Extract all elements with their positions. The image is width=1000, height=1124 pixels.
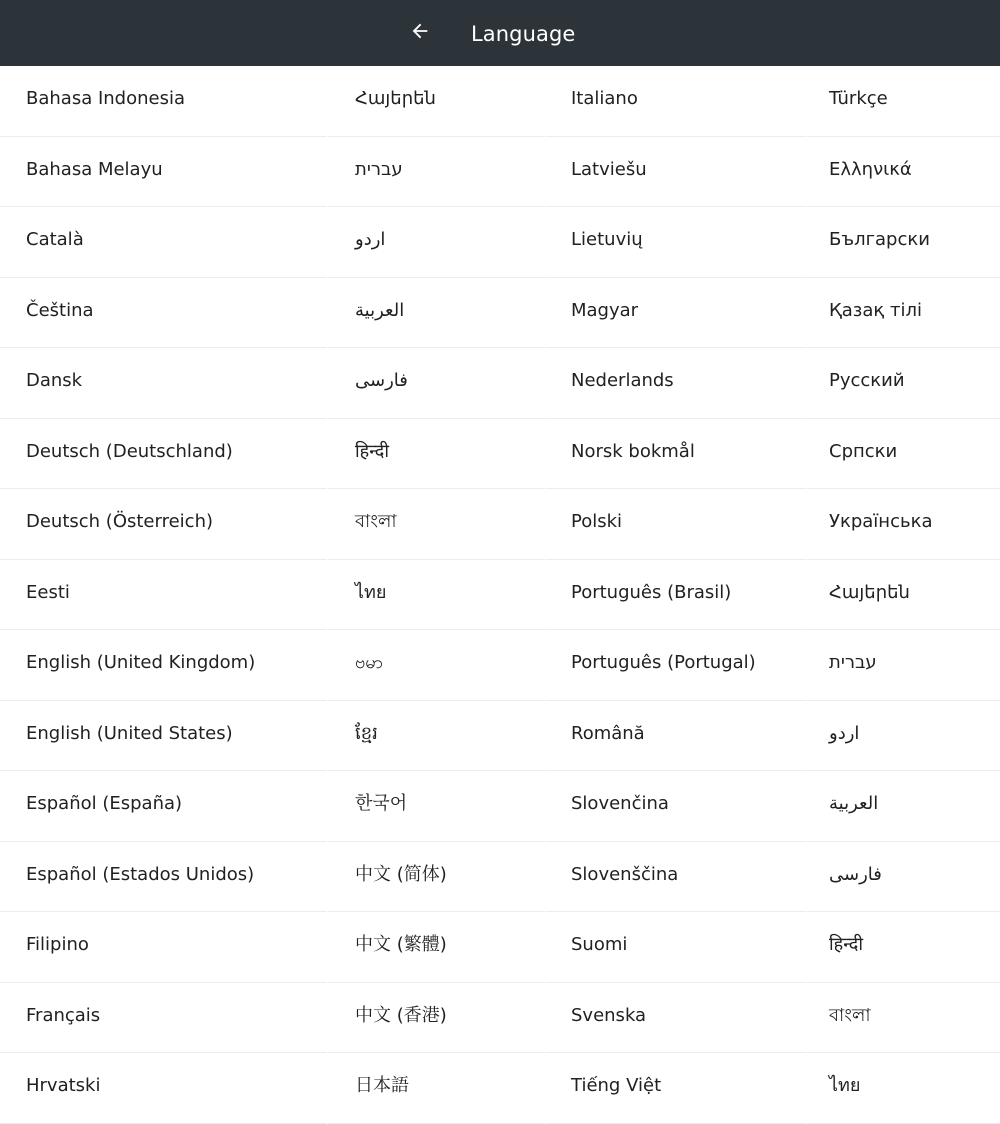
language-label: Norsk bokmål [571, 440, 695, 462]
language-option[interactable] [0, 1053, 327, 1124]
language-row [0, 701, 1000, 772]
back-button[interactable] [400, 13, 440, 53]
page-title: Language [471, 22, 576, 46]
language-option[interactable] [328, 137, 545, 208]
language-label: Eesti [26, 581, 70, 603]
language-label: Suomi [571, 934, 628, 955]
language-label: Português (Brasil) [571, 581, 732, 603]
language-label: Tiếng Việt [571, 1075, 662, 1096]
language-label: Հայերեն [355, 88, 436, 109]
language-grid [0, 66, 1000, 1124]
language-label: Português (Portugal) [571, 652, 756, 673]
language-option[interactable] [546, 137, 806, 208]
language-option[interactable] [328, 983, 545, 1054]
language-option[interactable] [546, 66, 806, 137]
language-label: हिन्दी [355, 440, 390, 462]
language-label: فارسی [355, 370, 408, 391]
language-option[interactable] [546, 842, 806, 913]
language-label: Slovenčina [571, 793, 669, 814]
language-label: বাংলা [355, 511, 397, 532]
language-label: 中文 (简体) [355, 863, 447, 885]
language-option[interactable] [807, 771, 1000, 842]
language-label: ខ្មែរ [355, 722, 378, 744]
language-option[interactable] [546, 348, 806, 419]
language-label: Română [571, 722, 645, 744]
language-label: ဗမာ [355, 652, 383, 673]
language-label: فارسی [829, 863, 882, 885]
language-label: ไทย [355, 581, 387, 603]
language-option[interactable] [328, 771, 545, 842]
arrow-left-icon [409, 20, 431, 46]
language-option[interactable] [807, 842, 1000, 913]
language-label: Lietuvių [571, 229, 643, 250]
language-option[interactable] [0, 348, 327, 419]
language-label: Français [26, 1004, 101, 1026]
language-option[interactable] [0, 489, 327, 560]
language-option[interactable] [328, 701, 545, 772]
language-option[interactable] [546, 489, 806, 560]
language-option[interactable] [328, 1053, 545, 1124]
language-option[interactable] [328, 560, 545, 631]
language-label: Bahasa Melayu [26, 158, 163, 180]
language-label: עברית [355, 158, 403, 180]
language-option[interactable] [807, 1053, 1000, 1124]
language-label: 中文 (香港) [355, 1004, 447, 1026]
language-option[interactable] [328, 630, 545, 701]
language-label: العربية [355, 299, 405, 321]
language-option[interactable] [0, 419, 327, 490]
language-label: Slovenščina [571, 863, 679, 885]
language-option[interactable] [807, 207, 1000, 278]
language-label: العربية [829, 793, 879, 814]
language-label: Italiano [571, 88, 638, 109]
language-label: Magyar [571, 299, 639, 321]
language-row [0, 207, 1000, 278]
language-option[interactable] [0, 771, 327, 842]
language-option[interactable] [546, 701, 806, 772]
language-label: Հայերեն [829, 581, 910, 603]
language-option[interactable] [328, 278, 545, 349]
language-label: Türkçe [829, 88, 888, 109]
language-label: English (United Kingdom) [26, 652, 256, 673]
language-option[interactable] [546, 278, 806, 349]
language-label: Svenska [571, 1004, 647, 1026]
language-option[interactable] [0, 842, 327, 913]
language-option[interactable] [807, 278, 1000, 349]
language-option[interactable] [328, 842, 545, 913]
language-label: Русский [829, 370, 905, 391]
language-label: Deutsch (Deutschland) [26, 440, 233, 462]
language-option[interactable] [328, 489, 545, 560]
language-label: Ελληνικά [829, 158, 912, 180]
language-option[interactable] [546, 771, 806, 842]
language-label: Latviešu [571, 158, 647, 180]
language-label: اردو [829, 722, 860, 744]
language-option[interactable] [546, 419, 806, 490]
language-label: Polski [571, 511, 623, 532]
language-option[interactable] [0, 560, 327, 631]
language-label: English (United States) [26, 722, 233, 744]
language-row [0, 630, 1000, 701]
language-row [0, 419, 1000, 490]
language-option[interactable] [0, 630, 327, 701]
language-option[interactable] [328, 348, 545, 419]
language-option[interactable] [328, 66, 545, 137]
language-option[interactable] [0, 701, 327, 772]
language-label: বাংলা [829, 1004, 871, 1026]
language-option[interactable] [546, 207, 806, 278]
language-option[interactable] [546, 560, 806, 631]
language-row [0, 1053, 1000, 1124]
language-label: हिन्दी [829, 934, 864, 955]
language-option[interactable] [807, 701, 1000, 772]
language-label: Bahasa Indonesia [26, 88, 185, 109]
language-label: 日本語 [355, 1075, 409, 1096]
language-option[interactable] [807, 419, 1000, 490]
language-row [0, 842, 1000, 913]
language-option[interactable] [0, 207, 327, 278]
language-option[interactable] [807, 137, 1000, 208]
language-label: Deutsch (Österreich) [26, 511, 213, 532]
language-label: Español (España) [26, 793, 183, 814]
language-label: Čeština [26, 299, 94, 321]
language-label: Dansk [26, 370, 83, 391]
language-label: Català [26, 229, 84, 250]
language-label: 中文 (繁體) [355, 934, 447, 955]
language-row [0, 771, 1000, 842]
language-option[interactable] [807, 983, 1000, 1054]
language-option[interactable] [328, 207, 545, 278]
language-option[interactable] [0, 983, 327, 1054]
language-label: Español (Estados Unidos) [26, 863, 255, 885]
language-label: اردو [355, 229, 386, 250]
language-option[interactable] [807, 348, 1000, 419]
language-row [0, 137, 1000, 208]
language-row [0, 983, 1000, 1054]
language-label: Hrvatski [26, 1075, 101, 1096]
language-label: Български [829, 229, 930, 250]
language-option[interactable] [0, 278, 327, 349]
language-option[interactable] [0, 137, 327, 208]
language-row [0, 348, 1000, 419]
language-label: Српски [829, 440, 898, 462]
language-row [0, 278, 1000, 349]
language-label: 한국어 [355, 793, 408, 814]
language-option[interactable] [546, 983, 806, 1054]
language-option[interactable] [546, 912, 806, 983]
language-row [0, 66, 1000, 137]
language-option[interactable] [807, 630, 1000, 701]
language-label: Українська [829, 511, 933, 532]
app-bar [0, 0, 1000, 66]
language-option[interactable] [546, 630, 806, 701]
language-option[interactable] [0, 912, 327, 983]
language-row [0, 912, 1000, 983]
language-row [0, 489, 1000, 560]
language-label: ไทย [829, 1075, 861, 1096]
language-label: Filipino [26, 934, 89, 955]
language-option[interactable] [807, 912, 1000, 983]
language-option[interactable] [807, 489, 1000, 560]
language-option[interactable] [328, 419, 545, 490]
language-label: Қазақ тілі [829, 299, 922, 321]
language-option[interactable] [807, 560, 1000, 631]
language-option[interactable] [0, 66, 327, 137]
language-label: Nederlands [571, 370, 674, 391]
language-option[interactable] [328, 912, 545, 983]
language-label: עברית [829, 652, 877, 673]
language-option[interactable] [807, 66, 1000, 137]
language-row [0, 560, 1000, 631]
language-option[interactable] [546, 1053, 806, 1124]
